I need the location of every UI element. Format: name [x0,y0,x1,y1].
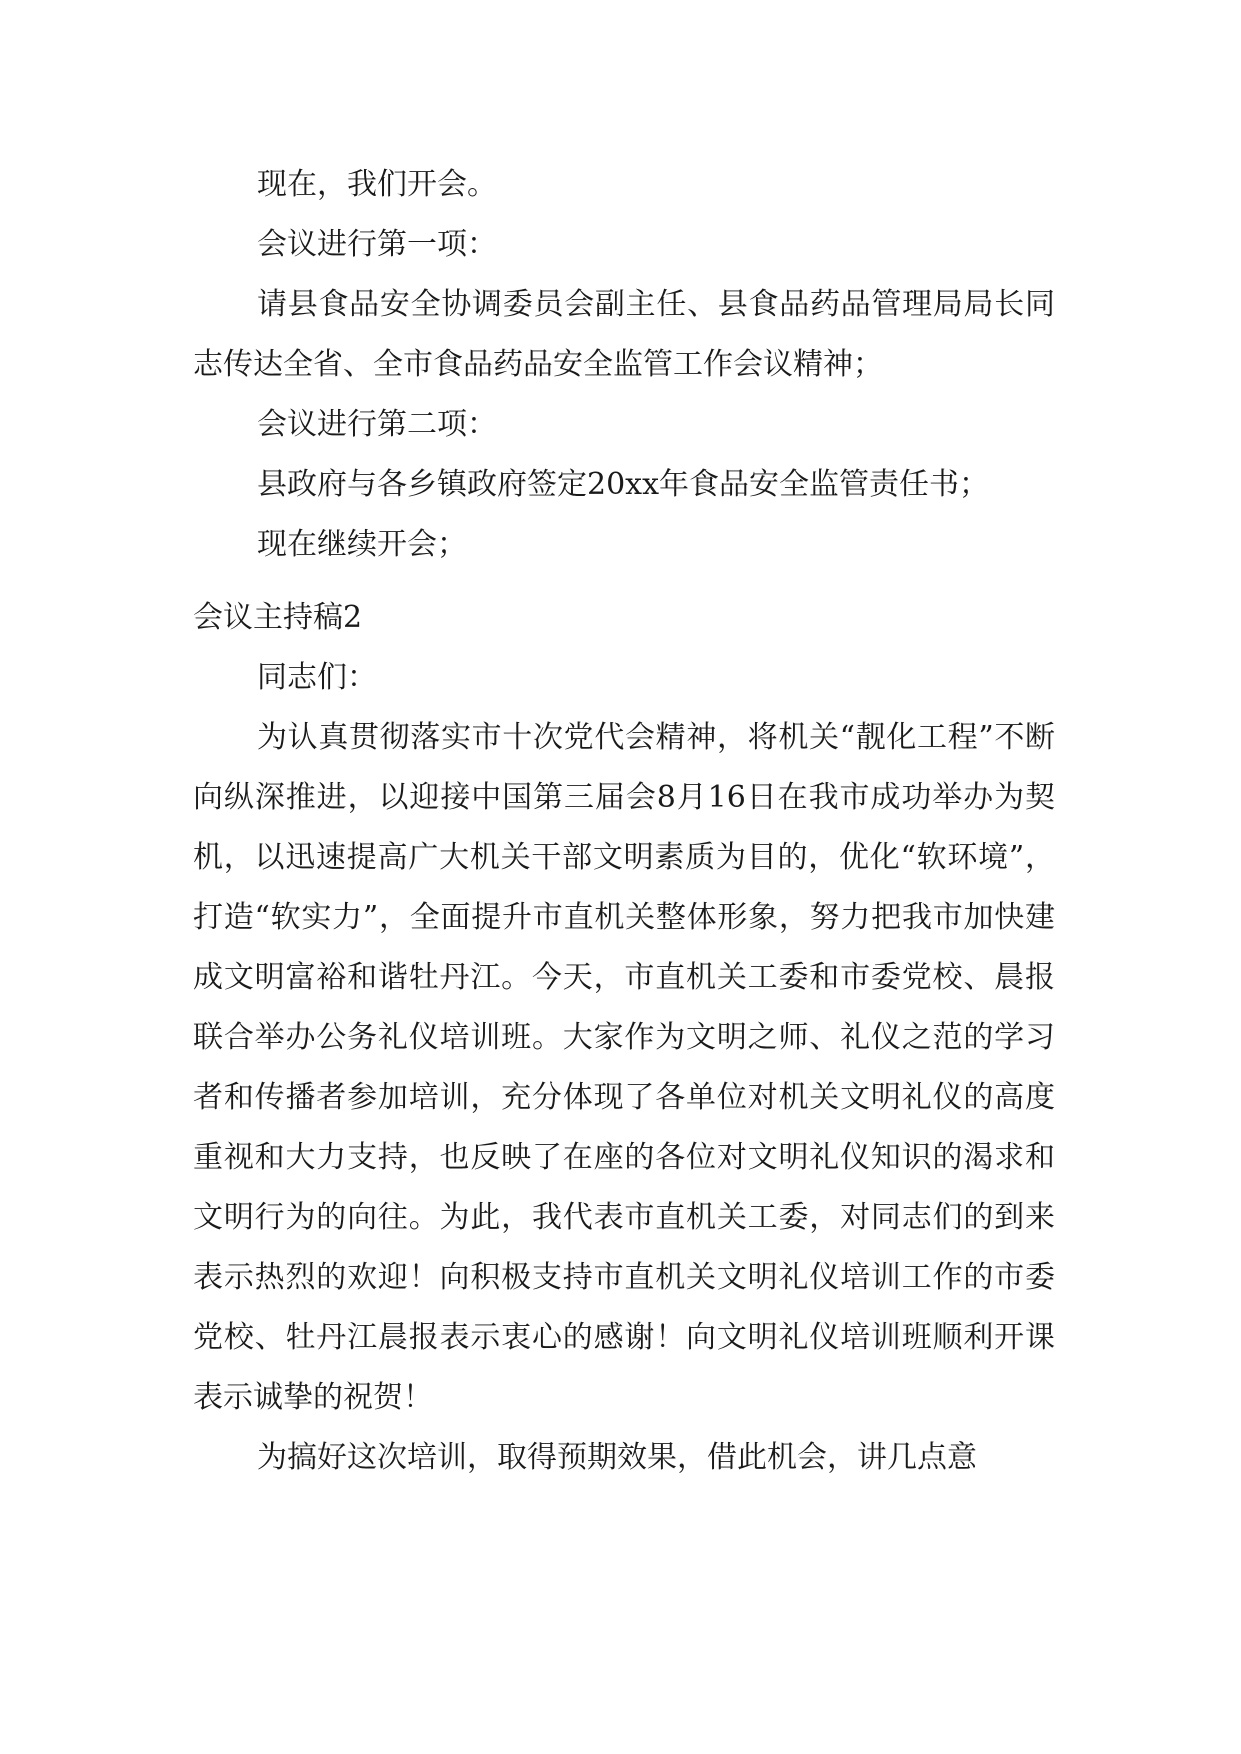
paragraph-item-two: 会议进行第二项： [257,407,497,442]
section-host-script-2 [193,588,1055,1488]
section-heading: 会议主持稿2 [193,600,363,635]
paragraph-item-one: 会议进行第一项： [257,227,497,262]
paragraph-closing: 为搞好这次培训，取得预期效果，借此机会，讲几点意 [257,1440,977,1475]
paragraph-item-one-detail: 请县食品安全协调委员会副主任、县食品药品管理局局长同志传达全省、全市食品药品安全监管工作会议精神； [193,287,1055,382]
paragraph-salutation: 同志们： [257,660,377,695]
paragraph-continue: 现在继续开会； [257,527,467,562]
paragraph-main-speech: 为认真贯彻落实市十次党代会精神，将机关“靓化工程”不断向纵深推进，以迎接中国第三届会8月16日在我市成功举办为契机，以迅速提高广大机关干部文明素质为目的，优化“软环境”，打造“软实力”，全面提升市直机关整体形象，努力把我市加快建成文明富裕和谐牡丹江。今天，市直机关工委和市委党校、晨报联合举办公务礼仪培训班。大家作为文明之师、礼仪之范的学习者和传播者参加培训，充分体现了各单位对机关文明礼仪的高度重视和大力支持，也反映了在座的各位对文明礼仪知识的渴求和文明行为的向往。为此，我代表市直机关工委，对同志们的到来表示热烈的欢迎！向积极支持市直机关文明礼仪培训工作的市委党校、牡丹江晨报表示衷心的感谢！向文明礼仪培训班顺利开课表示诚挚的祝贺！ [193,720,1055,1415]
section-agenda [193,155,1055,575]
paragraph-open-meeting: 现在，我们开会。 [257,167,497,202]
paragraph-item-two-detail: 县政府与各乡镇政府签定20xx年食品安全监管责任书； [257,467,990,502]
